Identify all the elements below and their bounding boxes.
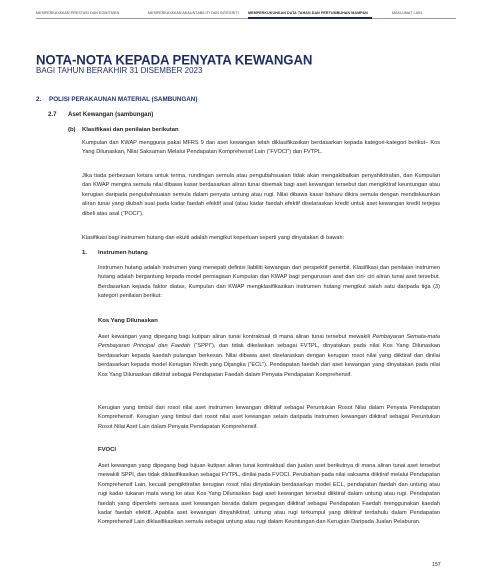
page-subtitle: BAGI TAHUN BERAKHIR 31 DISEMBER 2023 (36, 66, 203, 75)
paragraph-fvoci: Aset kewangan yang dipegang bagi tujuan kutipan aliran tunai kontraktual dan jualan aset berikutnya di mana aliran tunai aset tersebut mewakili SPPI, dan tidak diklasifikasikan sebagai FVTPL, dinilai pada FVOCI. Perubahan pada nilai saksama diiktiraf melalui Pendapatan Komprehensif Lain, kecuali pengiktirafan kerugian rosot nilai dinyatakan berdasarkan model ECL, pendapatan faedah dan untung atau rugi kadar tukaran mata wang ke atas Kos Yang Dilunaskan bagi aset kewangan tersebut diiktiraf dalam untung atau rugi. Pendapatan faedah yang diperolehi semasa aset kewangan berada dalam pegangan diiktiraf sebagai Pendapatan Faedah menggunakan kaedah kadar faedah efektif. Apabila aset kewangan dinyahiktiraf, untung atau rugi terkumpul yang diiktiraf terdahulu dalam Pendapatan Komprehensif Lain diklasifikasikan semula sebagai untung atau rugi dalam Keuntungan dan Kerugian Daripada Jualan Pelaburan. (98, 463, 440, 526)
active-nav-indicator (248, 17, 372, 19)
nav-item-data-tahan[interactable]: MEMPERKUKUHKAN DATA TAHAN DAN PERTUMBUHAN MAMPAN (248, 11, 368, 15)
nav-divider (36, 18, 456, 19)
paragraph-impairment: Kerugian yang timbul dari rosot nilai aset instrumen kewangan diiktiraf sebagai Peruntukan Rosot Nilai dalam Penyata Pendapatan Komprehensif. Kerugian yang timbul dari rosot nilai aset kewangan selain daripada instrumen kewangan diiktiraf sebagai Peruntukan Rosot Nilai Aset Lain dalam Penyata Pendapatan Komprehensif. (98, 405, 440, 430)
subsection-title: Aset Kewangan (sambungan) (68, 111, 154, 118)
page-title: NOTA-NOTA KEPADA PENYATA KEWANGAN (36, 52, 313, 68)
clause-title: Klasifikasi dan penilaian berikutan (82, 127, 179, 133)
nav-item-akauntabiliti[interactable]: MEMPERKAYAKAN AKAUNTABILITI DAN INTEGRITI (148, 11, 239, 15)
item-number: 1. (82, 250, 87, 256)
section-number: 2. (36, 96, 42, 103)
paragraph-mfrs9: Kumpulan dan KWAP mengguna pakai MFRS 9 dan aset kewangan telah diklasifikasikan berdasarkan kepada kategori-kategori berikut– Kos Yang Dilunaskan, Nilai Saksaman Melalui Pendapatan Komprehensif Lain (“FVOCI”) dan FVTPL. (82, 140, 440, 156)
paragraph-modification: Jika tiada perbezaan ketara untuk terma, rundingan semula atau pengubahsuaian tidak akan mengakibatkan penyahiktirafan, dan Kumpulan dan KWAP mengira semula nilai dibawa kasar berdasarkan aliran tunai disemak bagi aset kewangan tersebut dan mengiktiraf keuntungan atau kerugian daripada pengubahsuaian semula dalam penyata untung atau rugi. Nilai dibawa kasar baharu dikira semula dengan mendiskaunkan aliran tunai yang diubah suai pada kadar faedah efektif asal (atau kadar faedah efektif diselaraskan kredit untuk aset kewangan kredit terjejas dibeli atau asal (“POCI”). (82, 173, 440, 217)
top-navigation (36, 11, 456, 21)
paragraph-debt-instrument: Instrumen hutang adalah instrumen yang menepati definisi liabiliti kewangan dari perspektif penerbit. Klasifikasi dan penilaian instrumen hutang adalah bergantung kepada model perniagaan Kumpulan dan KWAP bagi pengurusan aset dan ciri- ciri aliran tunai aset tersebut. Berdasarkan kepada faktor diatas, Kumpulan dan KWAP mengklasifikasikan instrumen hutang mengikut salah satu daripada tiga (3) kategori penilaian berikut: (98, 265, 440, 300)
subsection-number: 2.7 (48, 111, 57, 118)
nav-item-maklumat-lain[interactable]: MAKLUMAT LAIN (392, 11, 422, 15)
item-title: Instrumen hutang (98, 250, 148, 256)
clause-number: (b) (68, 127, 76, 133)
paragraph-amortised-cost (98, 333, 440, 380)
section-title: POLISI PERAKAUNAN MATERIAL (SAMBUNGAN) (49, 96, 198, 103)
sppi-term: Pembayaran Semata-mata Pembayaran Principal dan Faedah (98, 334, 440, 350)
heading-fvoci: FVOCI (98, 447, 116, 453)
amortised-cost-text-end: (“SPPI”), dan tidak dikelaskan sebagai FVTPL, dinyatakan pada nilai Kos Yang Dilunaskan berdasarkan kepada kaedah pulangan berkesan. Nilai dibawa aset diselaraskan dengan kerugian rosot nilai yang diiktiraf dan dinilai berdasarkan kepada model Kerugian Kredit yang Dijangka (“ECL”). Pendapatan faedah dari aset kewangan yang dinyatakan pada nilai Kos Yang Dilunaskan diiktiraf sebagai Pendapatan Faedah dalam Penyata Pendapatan Komprehensif. (98, 343, 440, 378)
page-number: 157 (432, 562, 441, 568)
paragraph-classification-intro: Klasifikasi bagi instrumen hutang dan ekuiti adalah mengikut keperluan seperti yang dinyatakan di bawah: (82, 235, 345, 241)
heading-amortised-cost: Kos Yang Dilunaskan (98, 318, 158, 324)
amortised-cost-text-start: Aset kewangan yang dipegang bagi kutipan aliran tunai kontraktual di mana aliran tunai tersebut mewakili (98, 334, 373, 340)
nav-item-prestasi[interactable]: MEMPERKAYAKAN PRESTASI DAN KOMITMEN (36, 11, 120, 15)
